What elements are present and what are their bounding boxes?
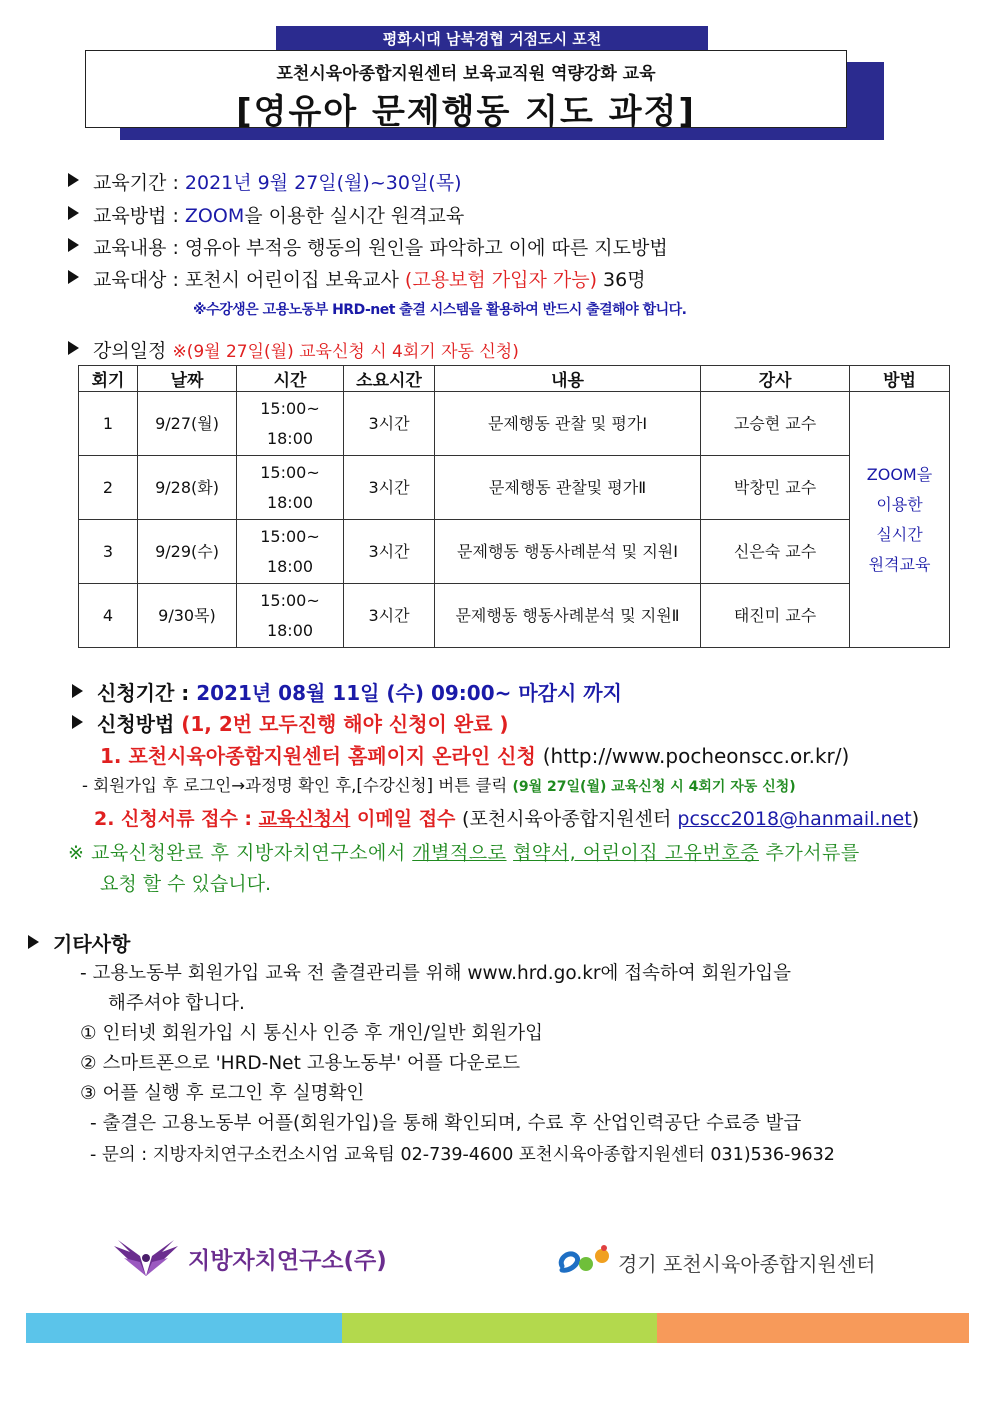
cell-duration: 3시간 bbox=[344, 584, 435, 648]
time-end: 18:00 bbox=[266, 492, 314, 512]
triangle-icon bbox=[72, 684, 83, 698]
step1-text: 1. 포천시육아종합지원센터 홈페이지 온라인 신청 bbox=[100, 744, 543, 768]
schedule-table bbox=[78, 365, 950, 648]
cell-time bbox=[237, 584, 344, 648]
etc-label: 기타사항 bbox=[53, 932, 131, 956]
time-end: 18:00 bbox=[266, 428, 314, 448]
footer-bar-green bbox=[342, 1313, 657, 1343]
hrd-notice bbox=[193, 299, 686, 319]
table-row bbox=[79, 584, 950, 648]
remark-d: 협약서, 어린이집 고유번호증 bbox=[513, 842, 759, 864]
etc-step2: ② 스마트폰으로 'HRD-Net 고용노동부' 어플 다운로드 bbox=[80, 1053, 521, 1074]
cell-date: 9/27(월) bbox=[138, 392, 237, 456]
cell-date: 9/29(수) bbox=[138, 520, 237, 584]
time-end: 18:00 bbox=[266, 556, 314, 576]
apply-method-note: (1, 2번 모두진행 해야 신청이 완료 ) bbox=[181, 712, 509, 736]
banner: 평화시대 남북경협 거점도시 포천 bbox=[276, 26, 708, 52]
cell-method bbox=[850, 392, 950, 648]
step2-email-link[interactable]: pcscc2018@hanmail.net bbox=[677, 808, 912, 830]
col-header: 내용 bbox=[435, 366, 701, 392]
cell-time bbox=[237, 520, 344, 584]
period-value: 2021년 9월 27일(월)~30일(목) bbox=[184, 172, 462, 194]
target-label: 교육대상 : bbox=[93, 269, 185, 291]
cell-content: 문제행동 관찰및 평가Ⅱ bbox=[435, 456, 701, 520]
method-line: 실시간 bbox=[876, 524, 923, 544]
wings-icon bbox=[110, 1236, 182, 1280]
method-zoom: ZOOM bbox=[184, 205, 245, 227]
cell-duration: 3시간 bbox=[344, 520, 435, 584]
step2-email-label: 이메일 접수 bbox=[350, 808, 463, 830]
page-title: [영유아 문제행동 지도 과정] bbox=[236, 92, 696, 132]
cell-content: 문제행동 행동사례분석 및 지원Ⅰ bbox=[435, 520, 701, 584]
method-line: 원격교육 bbox=[868, 554, 931, 574]
triangle-icon bbox=[68, 270, 79, 284]
remark-b: 개별적으로 bbox=[412, 842, 507, 864]
triangle-icon bbox=[72, 715, 83, 729]
col-header: 강사 bbox=[701, 366, 850, 392]
info-target bbox=[68, 265, 646, 292]
subtitle: 포천시육아종합지원센터 보육교직원 역량강화 교육 bbox=[276, 64, 656, 84]
method-label: 교육방법 : bbox=[93, 205, 185, 227]
cell-teacher: 박창민 교수 bbox=[701, 456, 850, 520]
remark-a: ※ 교육신청완료 후 지방자치연구소에서 bbox=[68, 842, 413, 864]
etc-line1b: 해주셔야 합니다. bbox=[108, 993, 245, 1014]
method-value: 을 이용한 실시간 원격교육 bbox=[244, 205, 465, 227]
method-line: 이용한 bbox=[876, 494, 923, 514]
cell-content: 문제행동 관찰 및 평가Ⅰ bbox=[435, 392, 701, 456]
apply-step1 bbox=[100, 740, 849, 769]
footer-bar-orange bbox=[657, 1313, 969, 1343]
step1-detail: - 회원가입 후 로그인→과정명 확인 후,[수강신청] 버튼 클릭 bbox=[82, 776, 513, 795]
apply-remark bbox=[68, 838, 860, 865]
schedule-label: 강의일정 bbox=[93, 340, 173, 362]
logo-jibang bbox=[110, 1236, 410, 1280]
schedule-heading bbox=[68, 336, 519, 363]
etc-step1: ① 인터넷 회원가입 시 통신사 인증 후 개인/일반 회원가입 bbox=[80, 1023, 544, 1044]
apply-method-label: 신청방법 bbox=[97, 712, 182, 736]
apply-period-label: 신청기간 : bbox=[97, 681, 197, 705]
cell-date: 9/28(화) bbox=[138, 456, 237, 520]
etc-line2: - 출결은 고용노동부 어플(회원가입)을 통해 확인되며, 수료 후 산업인력공단 수료증 발급 bbox=[90, 1113, 802, 1134]
table-row bbox=[79, 520, 950, 584]
period-label: 교육기간 : bbox=[93, 172, 185, 194]
triangle-icon bbox=[68, 206, 79, 220]
apply-remark-2: 요청 할 수 있습니다. bbox=[100, 873, 271, 895]
target-note: (고용보험 가입자 가능) bbox=[404, 269, 598, 291]
logo2-text: 경기 포천시육아종합지원센터 bbox=[618, 1252, 876, 1276]
info-period bbox=[68, 168, 461, 195]
target-value: 포천시 어린이집 보육교사 bbox=[184, 269, 405, 291]
cell-duration: 3시간 bbox=[344, 456, 435, 520]
schedule-note: ※(9월 27일(월) 교육신청 시 4회기 자동 신청) bbox=[172, 342, 519, 362]
cell-time bbox=[237, 392, 344, 456]
col-header: 방법 bbox=[850, 366, 950, 392]
cell-no: 3 bbox=[79, 520, 138, 584]
etc-step3: ③ 어플 실행 후 로그인 후 실명확인 bbox=[80, 1083, 365, 1104]
center-logo-icon bbox=[556, 1240, 614, 1278]
apply-step1-detail bbox=[82, 772, 796, 796]
cell-no: 1 bbox=[79, 392, 138, 456]
content-value: 영유아 부적응 행동의 원인을 파악하고 이에 따른 지도방법 bbox=[184, 237, 668, 259]
time-start: 15:00~ bbox=[260, 526, 320, 546]
remark-e: 추가서류를 bbox=[758, 842, 860, 864]
time-end: 18:00 bbox=[266, 620, 314, 640]
time-start: 15:00~ bbox=[260, 462, 320, 482]
target-count: 36명 bbox=[597, 269, 646, 291]
cell-teacher: 태진미 교수 bbox=[701, 584, 850, 648]
time-start: 15:00~ bbox=[260, 398, 320, 418]
apply-method bbox=[72, 708, 509, 737]
cell-date: 9/30목) bbox=[138, 584, 237, 648]
table-row bbox=[79, 456, 950, 520]
title-box bbox=[85, 50, 847, 132]
cell-teacher: 고승현 교수 bbox=[701, 392, 850, 456]
method-line: ZOOM을 bbox=[866, 464, 933, 484]
triangle-icon bbox=[68, 341, 79, 355]
step2-label: 2. 신청서류 접수 : bbox=[94, 808, 259, 830]
step1-detail-note: (9월 27일(월) 교육신청 시 4회기 자동 신청) bbox=[512, 779, 796, 795]
step2-close: ) bbox=[911, 808, 920, 830]
col-header: 회기 bbox=[79, 366, 138, 392]
cell-duration: 3시간 bbox=[344, 392, 435, 456]
etc-line1: - 고용노동부 회원가입 교육 전 출결관리를 위해 www.hrd.go.kr에 접속하여 회원가입을 bbox=[80, 963, 792, 984]
content-label: 교육내용 : bbox=[93, 237, 185, 259]
cell-time bbox=[237, 456, 344, 520]
apply-step2 bbox=[94, 804, 919, 831]
footer-bar-blue bbox=[26, 1313, 342, 1343]
table-row bbox=[79, 392, 950, 456]
step2-center: (포천시육아종합지원센터 bbox=[462, 808, 678, 830]
col-header: 시간 bbox=[237, 366, 344, 392]
col-header: 날짜 bbox=[138, 366, 237, 392]
info-method bbox=[68, 201, 464, 228]
triangle-icon bbox=[68, 238, 79, 252]
cell-no: 4 bbox=[79, 584, 138, 648]
time-start: 15:00~ bbox=[260, 590, 320, 610]
logo1-text: 지방자치연구소(주) bbox=[188, 1248, 387, 1274]
etc-heading bbox=[28, 928, 130, 957]
cell-content: 문제행동 행동사례분석 및 지원Ⅱ bbox=[435, 584, 701, 648]
triangle-icon bbox=[28, 935, 39, 949]
apply-period-value: 2021년 08월 11일 (수) 09:00~ 마감시 까지 bbox=[196, 681, 622, 705]
cell-no: 2 bbox=[79, 456, 138, 520]
etc-line3: - 문의 : 지방자치연구소컨소시엄 교육팀 02-739-4600 포천시육아종합지원센터 031)536-9632 bbox=[90, 1145, 835, 1165]
cell-teacher: 신은숙 교수 bbox=[701, 520, 850, 584]
table-header-row bbox=[79, 366, 950, 392]
hrd-notice-text: ※수강생은 고용노동부 HRD-net 출결 시스템을 활용하여 반드시 출결해야 합니다. bbox=[193, 302, 687, 318]
info-content bbox=[68, 233, 668, 260]
step1-url[interactable]: (http://www.pocheonscc.or.kr/) bbox=[542, 744, 850, 768]
logo-pocheon bbox=[556, 1240, 896, 1280]
triangle-icon bbox=[68, 173, 79, 187]
col-header: 소요시간 bbox=[344, 366, 435, 392]
apply-period bbox=[72, 677, 622, 706]
step2-form: 교육신청서 bbox=[258, 808, 351, 830]
